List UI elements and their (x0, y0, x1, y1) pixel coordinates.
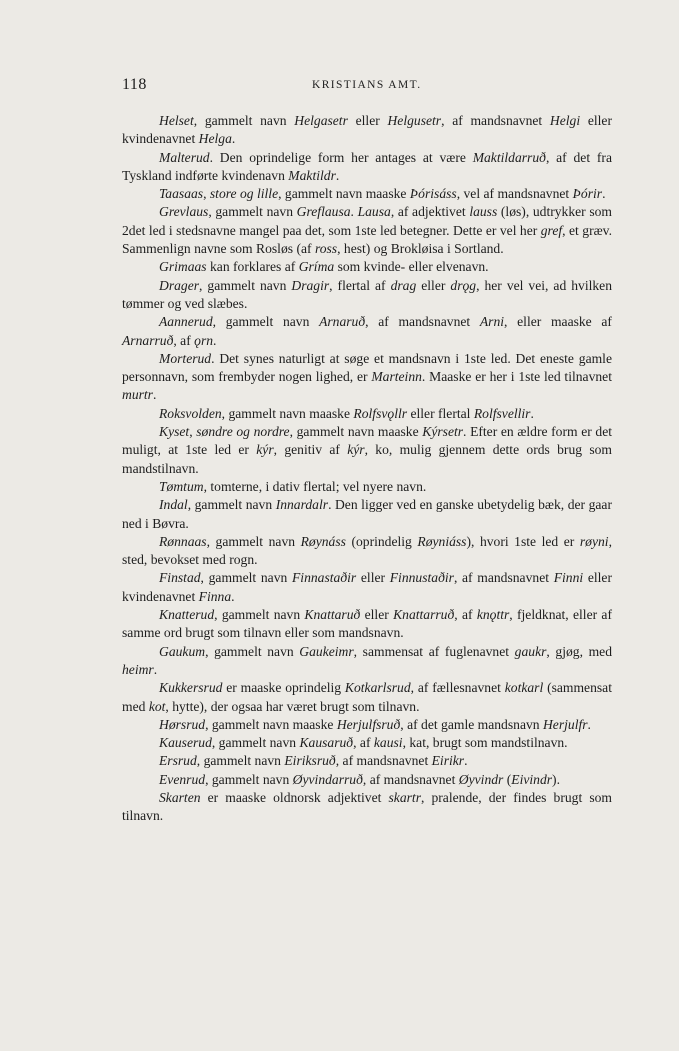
text-run: . (231, 131, 236, 147)
italic-term: kot (148, 698, 166, 714)
text-run: , af mandsnavnet (453, 570, 554, 586)
entry-paragraph (122, 496, 612, 533)
italic-term: Herjulfsruð (336, 716, 401, 732)
text-run: , af mandsnavnet (335, 753, 432, 769)
text-run: , sammensat af fuglenavnet (353, 643, 515, 659)
entry-paragraph (122, 258, 612, 276)
text-run: , af mandsnavnet (365, 314, 480, 330)
text-run: . (153, 661, 158, 677)
text-run: . (335, 167, 340, 183)
italic-term: Finna (198, 588, 232, 604)
text-run: . (602, 186, 606, 202)
text-run: . (213, 332, 217, 348)
text-run: , af mandsnavnet (362, 771, 459, 787)
italic-term: Skarten (159, 789, 201, 805)
italic-term: Helset (159, 113, 194, 128)
italic-term: Finnastaðir (292, 570, 357, 586)
text-run: , gammelt navn (208, 204, 297, 220)
italic-term: Aannerud (159, 314, 213, 330)
text-run: , af fællesnavnet (410, 680, 505, 696)
text-run: , gammelt navn (211, 735, 300, 751)
italic-term: Øyvindr (458, 771, 504, 787)
text-run: . Efter en ældre form er det muligt, at 1ste led er (122, 424, 613, 458)
italic-term: Øyvindarruð (292, 771, 363, 787)
italic-term: Røynáss (300, 533, 346, 549)
italic-term: Kausaruð (299, 735, 354, 751)
italic-term: store og lille (209, 186, 279, 202)
text-run: , vel af mandsnavnet (456, 186, 573, 202)
italic-term: Malterud (159, 149, 210, 165)
text-run: . (530, 405, 534, 421)
text-run: , gammelt navn (205, 643, 300, 659)
entry-paragraph (122, 203, 612, 258)
entry-paragraph (122, 679, 612, 716)
text-run: , gammelt navn (193, 113, 295, 128)
text-run: (sammensat med (122, 680, 612, 714)
italic-term: Rolfsvǫllr (353, 405, 408, 421)
italic-term: Drager (159, 277, 200, 293)
italic-term: drag (390, 277, 417, 293)
italic-term: Arnarruð (122, 332, 174, 348)
page-body (122, 112, 612, 826)
text-run: , fjeldknat, eller af samme ord brugt som tilnavn eller som mandsnavn. (122, 607, 612, 641)
italic-term: Knattarruð (393, 607, 455, 623)
italic-term: Indal (159, 497, 188, 513)
text-run: , pralende, der findes brugt som tilnavn. (122, 789, 612, 824)
italic-term: Gaukeimr (299, 643, 354, 659)
italic-term: Maktildarruð (472, 149, 546, 165)
entry-paragraph (122, 149, 612, 186)
entry-paragraph (122, 789, 612, 826)
italic-term: Þórir (572, 186, 603, 202)
italic-term: Ersrud (159, 753, 197, 769)
italic-term: ǫrn (194, 332, 214, 348)
text-run: , af mandsnavnet (441, 113, 550, 128)
text-run: , gammelt navn (214, 607, 305, 623)
text-run: , gammelt navn (199, 277, 292, 293)
italic-term: knǫttr (476, 607, 510, 623)
page-number: 118 (122, 76, 147, 93)
text-run: , ko, mulig gjennem dette ords brug som mandstilnavn. (122, 442, 612, 476)
italic-term: gref (540, 222, 563, 238)
text-run: , gammelt navn (196, 753, 285, 769)
entry-paragraph (122, 112, 612, 149)
italic-term: Helga (198, 131, 232, 147)
text-run: , tomterne, i dativ flertal; vel nyere navn. (203, 478, 427, 494)
text-run: . (587, 716, 591, 732)
italic-term: lauss (469, 204, 498, 220)
italic-term: Helgusetr (387, 113, 442, 128)
entry-paragraph (122, 313, 612, 350)
text-run: . Den ligger ved en ganske ubetydelig bæk, der gaar ned i Bøvra. (122, 497, 612, 531)
text-run: , kat, brugt som mandstilnavn. (402, 735, 568, 751)
italic-term: Evenrud (159, 771, 206, 787)
italic-term: Innardalr (275, 497, 329, 513)
text-run: , af adjektivet (390, 204, 470, 220)
text-run: er maaske oldnorsk adjektivet (200, 789, 389, 805)
entry-paragraph (122, 533, 612, 570)
text-run: ), hvori 1ste led er (466, 533, 580, 549)
italic-term: Finstad (159, 570, 201, 586)
entry-paragraph (122, 643, 612, 680)
italic-term: Gaukum (159, 643, 206, 659)
italic-term: kýr (347, 442, 365, 458)
italic-term: Greflausa (296, 204, 351, 220)
italic-term: Marteinn (371, 369, 422, 385)
italic-term: Eirikr (431, 753, 465, 769)
text-run: (løs), udtrykker som 2det led i stedsnavne mangel paa det, som 1ste led betegner. Dette er vel her (122, 204, 613, 238)
italic-term: murtr (122, 387, 153, 403)
entry-paragraph (122, 771, 612, 789)
running-head: KRISTIANS AMT. (312, 79, 422, 91)
italic-term: Gríma (298, 259, 335, 275)
text-run: , af det fra Tyskland indførte kvindenavn (122, 149, 612, 183)
text-run: , gjøg, med (546, 643, 612, 659)
entry-paragraph (122, 405, 612, 423)
entry-paragraph (122, 606, 612, 643)
italic-term: drǫg (450, 277, 477, 293)
text-run: . (152, 387, 157, 403)
text-run: , flertal af (329, 277, 391, 293)
text-run: , et græv. Sammenlign navne som Rosløs (af (122, 222, 612, 257)
italic-term: ross (314, 241, 338, 257)
text-run: ). (552, 771, 560, 787)
text-run: , gammelt navn (205, 771, 293, 787)
italic-term: Tømtum (159, 478, 204, 494)
text-run: , sted, bevokset med rogn. (122, 533, 612, 568)
italic-term: Grimaas (159, 259, 207, 275)
italic-term: røyni (579, 533, 609, 549)
entry-paragraph (122, 277, 612, 314)
text-run: , af det gamle mandsnavn (400, 716, 543, 732)
entry-paragraph (122, 716, 612, 734)
text-run: , (203, 186, 210, 202)
text-run: , hest) og Brokløisa i Sortland. (337, 241, 504, 257)
text-run: . Den oprindelige form her antages at være (209, 149, 473, 165)
italic-term: Kukkersrud (159, 680, 223, 696)
entry-paragraph (122, 350, 612, 405)
italic-term: Rønnaas (159, 533, 207, 549)
italic-term: Eivindr (511, 771, 553, 787)
italic-term: skartr (388, 789, 421, 805)
text-run: , gammelt navn (206, 533, 301, 549)
text-run: som kvinde- eller elvenavn. (334, 259, 489, 275)
entry-paragraph (122, 478, 612, 496)
text-run: , gammelt navn (187, 497, 276, 513)
text-run: , eller maaske af (504, 314, 612, 330)
text-run: , gammelt navn (200, 570, 292, 586)
text-run: , af (353, 735, 374, 751)
entry-paragraph (122, 423, 612, 478)
entry-paragraph (122, 569, 612, 606)
text-run: , af (454, 607, 477, 623)
text-run: . (464, 753, 468, 769)
text-run: , af (173, 332, 195, 348)
text-run: . (350, 204, 358, 220)
text-run: , gammelt navn maaske (289, 424, 423, 440)
text-run: er maaske oprindelig (222, 680, 345, 696)
text-run: . Maaske er her i 1ste led tilnavnet (421, 369, 612, 385)
text-run: , gammelt navn maaske (278, 186, 410, 202)
italic-term: Grevlaus (159, 204, 209, 220)
italic-term: Rolfsvellir (473, 405, 531, 421)
text-run: eller (360, 607, 394, 623)
italic-term: Knatterud (159, 607, 215, 623)
italic-term: heimr (122, 661, 154, 677)
text-run: , gammelt navn maaske (221, 405, 354, 421)
italic-term: Kauserud (159, 735, 212, 751)
italic-term: Finni (553, 570, 584, 586)
italic-term: Dragir (291, 277, 330, 293)
text-run: , genitiv af (273, 442, 348, 458)
entry-paragraph (122, 734, 612, 752)
italic-term: Þórisáss (409, 186, 457, 202)
italic-term: gaukr (514, 643, 547, 659)
text-run: . (231, 588, 235, 604)
entry-paragraph (122, 752, 612, 770)
text-run: eller kvindenavnet (122, 113, 612, 147)
text-run: , gammelt navn maaske (205, 716, 337, 732)
italic-term: Lausa (357, 204, 391, 220)
italic-term: Arni (479, 314, 505, 330)
page-header (122, 76, 612, 96)
text-run: , hytte), der ogsaa har været brugt som tilnavn. (165, 698, 420, 714)
italic-term: Kotkarlsrud (344, 680, 411, 696)
text-run: eller (356, 570, 390, 586)
text-run: eller (416, 277, 451, 293)
italic-term: Knattaruð (304, 607, 361, 623)
italic-term: Kyset (159, 424, 190, 440)
italic-term: Roksvolden (159, 405, 222, 421)
italic-term: Helgi (549, 113, 581, 128)
italic-term: Taasaas (159, 186, 204, 202)
italic-term: søndre og nordre (196, 424, 290, 440)
text-run: . Det synes naturligt at søge et mandsnavn i 1ste led. Det eneste gamle personnavn, som frembyder nogen lighed, er (122, 350, 612, 385)
text-run: (oprindelig (345, 533, 418, 549)
italic-term: Herjulfr (542, 716, 588, 732)
italic-term: kýr (256, 442, 274, 458)
italic-term: Helgasetr (294, 113, 348, 128)
italic-term: Hørsrud (159, 716, 206, 732)
italic-term: kotkarl (504, 680, 544, 696)
entry-paragraph (122, 185, 612, 203)
italic-term: Arnaruð (319, 314, 366, 330)
italic-term: Eiriksruð (284, 753, 336, 769)
italic-term: Maktildr (288, 167, 336, 183)
text-run: eller (347, 113, 388, 128)
text-run: , her vel vei, ad hvilken tømmer og ved slæbes. (122, 277, 613, 311)
text-run: , gammelt navn (212, 314, 320, 330)
text-run: eller flertal (407, 405, 474, 421)
italic-term: Morterud (159, 350, 212, 366)
text-run: kan forklares af (206, 259, 299, 275)
text-run: eller kvindenavnet (122, 570, 612, 604)
text-run: ( (503, 771, 512, 787)
italic-term: Røyniáss (417, 533, 467, 549)
text-run: , (189, 424, 197, 440)
italic-term: kausi (373, 735, 403, 751)
italic-term: Finnustaðir (389, 570, 454, 586)
italic-term: Kýrsetr (422, 424, 464, 440)
